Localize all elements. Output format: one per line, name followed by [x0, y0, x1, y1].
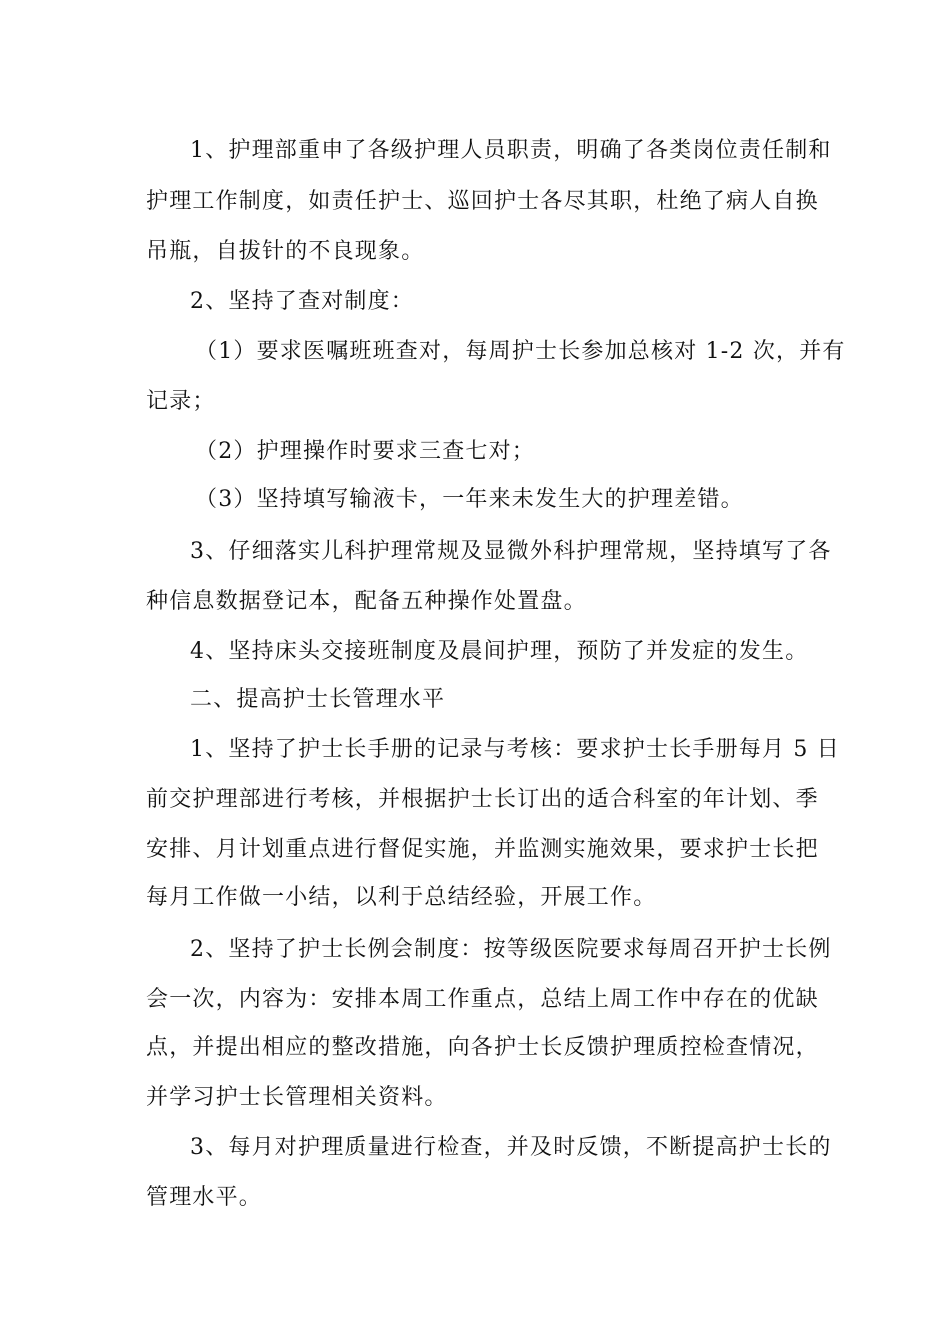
paragraph-6-line-1: 3、仔细落实儿科护理常规及显微外科护理常规，坚持填写了各 [190, 539, 832, 564]
paragraph-8-line-1: 1、坚持了护士长手册的记录与考核：要求护士长手册每月 5 日 [190, 737, 840, 762]
paragraph-4-line-1: （2）护理操作时要求三查七对； [195, 439, 535, 464]
paragraph-3-line-1: （1）要求医嘱班班查对，每周护士长参加总核对 1-2 次，并有 [195, 339, 846, 364]
paragraph-6-line-2: 种信息数据登记本，配备五种操作处置盘。 [146, 589, 587, 614]
paragraph-1-line-1: 1、护理部重申了各级护理人员职责，明确了各类岗位责任制和 [190, 138, 832, 163]
paragraph-3-line-2: 记录； [146, 389, 216, 414]
paragraph-9-line-3: 点，并提出相应的整改措施，向各护士长反馈护理质控检查情况， [146, 1035, 819, 1060]
paragraph-1-line-2: 护理工作制度，如责任护士、巡回护士各尽其职，杜绝了病人自换 [146, 189, 819, 214]
paragraph-8-line-2: 前交护理部进行考核，并根据护士长订出的适合科室的年计划、季 [146, 787, 819, 812]
paragraph-2-line-1: 2、坚持了查对制度： [190, 289, 414, 314]
paragraph-8-line-4: 每月工作做一小结，以利于总结经验，开展工作。 [146, 885, 657, 910]
section-heading: 二、提高护士长管理水平 [190, 687, 446, 712]
paragraph-7-line-1: 4、坚持床头交接班制度及晨间护理，预防了并发症的发生。 [190, 639, 809, 664]
paragraph-10-line-2: 管理水平。 [146, 1185, 263, 1210]
paragraph-9-line-4: 并学习护士长管理相关资料。 [146, 1085, 448, 1110]
paragraph-1-line-3: 吊瓶，自拔针的不良现象。 [146, 239, 425, 264]
paragraph-9-line-1: 2、坚持了护士长例会制度：按等级医院要求每周召开护士长例 [190, 937, 832, 962]
paragraph-8-line-3: 安排、月计划重点进行督促实施，并监测实施效果，要求护士长把 [146, 837, 819, 862]
paragraph-10-line-1: 3、每月对护理质量进行检查，并及时反馈，不断提高护士长的 [190, 1135, 832, 1160]
paragraph-5-line-1: （3）坚持填写输液卡，一年来未发生大的护理差错。 [195, 487, 744, 512]
paragraph-9-line-2: 会一次，内容为：安排本周工作重点，总结上周工作中存在的优缺 [146, 987, 819, 1012]
